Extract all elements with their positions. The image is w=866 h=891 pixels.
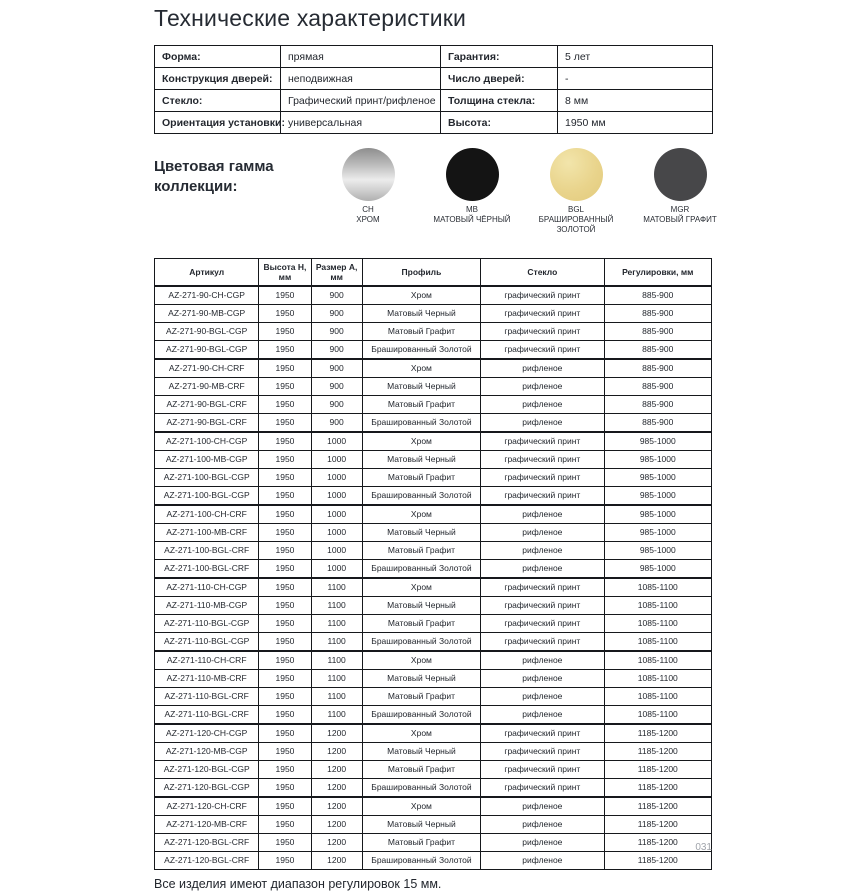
spec-value: неподвижная [281,68,441,90]
table-cell: графический принт [481,451,604,469]
table-cell: AZ-271-120-CH-CGP [155,724,259,743]
table-cell: 985-1000 [604,432,711,451]
table-cell: 1000 [311,451,362,469]
column-header: Регулировки, мм [604,259,711,287]
table-cell: 1950 [259,743,311,761]
swatch-list [302,148,732,235]
table-cell: 1100 [311,706,362,725]
table-row [155,578,712,597]
table-row [155,834,712,852]
table-cell: 1185-1200 [604,779,711,798]
table-cell: 1085-1100 [604,578,711,597]
swatch-mgr [628,148,732,235]
table-cell: графический принт [481,761,604,779]
table-cell: AZ-271-90-BGL-CRF [155,396,259,414]
spec-value: 8 мм [558,90,713,112]
table-cell: Брашированный Золотой [362,414,480,433]
table-cell: AZ-271-110-BGL-CRF [155,706,259,725]
table-cell: рифленое [481,670,604,688]
table-row [155,724,712,743]
swatch-name: МАТОВЫЙ ГРАФИТ [643,215,717,224]
table-cell: 1185-1200 [604,852,711,870]
table-row [155,761,712,779]
table-cell: AZ-271-90-MB-CRF [155,378,259,396]
table-cell: 1185-1200 [604,761,711,779]
table-cell: 1100 [311,651,362,670]
table-row [155,852,712,870]
table-cell: 885-900 [604,414,711,433]
footer-note: Все изделия имеют диапазон регулировок 15 мм. [154,877,442,891]
spec-row [155,46,713,68]
table-cell: 1185-1200 [604,834,711,852]
table-cell: 1950 [259,341,311,360]
table-cell: Хром [362,432,480,451]
table-cell: Хром [362,359,480,378]
table-cell: 1950 [259,542,311,560]
table-cell: 1950 [259,834,311,852]
table-cell: 1085-1100 [604,688,711,706]
table-cell: 1185-1200 [604,724,711,743]
products-table-body [155,286,712,870]
table-cell: рифленое [481,524,604,542]
table-cell: AZ-271-110-BGL-CGP [155,633,259,652]
table-cell: Матовый Графит [362,615,480,633]
table-cell: 1950 [259,688,311,706]
table-cell: Матовый Графит [362,396,480,414]
table-cell: AZ-271-110-MB-CRF [155,670,259,688]
table-row [155,323,712,341]
table-cell: 985-1000 [604,542,711,560]
table-cell: 1100 [311,670,362,688]
table-cell: 985-1000 [604,469,711,487]
table-cell: 1950 [259,797,311,816]
table-cell: 985-1000 [604,524,711,542]
table-cell: 1000 [311,432,362,451]
table-row [155,469,712,487]
table-cell: 1950 [259,305,311,323]
table-cell: AZ-271-100-BGL-CRF [155,560,259,579]
table-cell: Брашированный Золотой [362,779,480,798]
table-cell: 1950 [259,852,311,870]
table-cell: 1100 [311,578,362,597]
spec-label: Число дверей: [441,68,558,90]
table-cell: 1000 [311,469,362,487]
column-header: Высота H, мм [259,259,311,287]
table-row [155,797,712,816]
table-row [155,432,712,451]
table-cell: рифленое [481,359,604,378]
table-cell: графический принт [481,286,604,305]
table-cell: рифленое [481,706,604,725]
table-row [155,487,712,506]
table-cell: 1200 [311,834,362,852]
table-cell: 900 [311,323,362,341]
table-cell: 1950 [259,615,311,633]
table-cell: графический принт [481,469,604,487]
table-cell: 1950 [259,597,311,615]
color-swatch-icon [446,148,499,201]
spec-label: Толщина стекла: [441,90,558,112]
spec-value: Графический принт/рифленое [281,90,441,112]
table-cell: 1950 [259,560,311,579]
table-row [155,378,712,396]
table-cell: рифленое [481,414,604,433]
table-cell: рифленое [481,688,604,706]
table-cell: 1000 [311,542,362,560]
table-cell: 1185-1200 [604,743,711,761]
table-cell: AZ-271-100-BGL-CGP [155,469,259,487]
table-cell: 1950 [259,378,311,396]
table-cell: графический принт [481,724,604,743]
spec-value: 1950 мм [558,112,713,134]
table-cell: 885-900 [604,396,711,414]
table-cell: 1950 [259,396,311,414]
table-cell: 900 [311,305,362,323]
swatch-code: CH [362,205,374,214]
table-cell: 985-1000 [604,560,711,579]
table-cell: AZ-271-120-MB-CRF [155,816,259,834]
table-cell: 1100 [311,615,362,633]
table-cell: AZ-271-120-MB-CGP [155,743,259,761]
swatch-bgl [524,148,628,235]
table-cell: 1000 [311,505,362,524]
table-row [155,359,712,378]
color-swatch-icon [654,148,707,201]
table-cell: графический принт [481,615,604,633]
table-cell: 1950 [259,432,311,451]
table-cell: AZ-271-120-CH-CRF [155,797,259,816]
table-cell: 1950 [259,286,311,305]
table-row [155,743,712,761]
table-cell: графический принт [481,743,604,761]
table-cell: Матовый Черный [362,524,480,542]
swatch-mb [420,148,524,235]
specs-table [154,45,713,134]
column-header: Профиль [362,259,480,287]
table-cell: Хром [362,797,480,816]
spec-row [155,112,713,134]
table-cell: 1085-1100 [604,597,711,615]
table-cell: 1950 [259,633,311,652]
table-cell: Брашированный Золотой [362,487,480,506]
table-cell: Хром [362,724,480,743]
page-title: Технические характеристики [154,5,467,31]
table-row [155,341,712,360]
table-cell: рифленое [481,816,604,834]
table-cell: AZ-271-90-BGL-CRF [155,414,259,433]
table-row [155,633,712,652]
table-cell: AZ-271-120-BGL-CRF [155,834,259,852]
table-cell: Матовый Черный [362,378,480,396]
products-header-row [155,259,712,287]
page-number: 031 [695,842,712,853]
table-cell: 885-900 [604,323,711,341]
color-swatch-icon [342,148,395,201]
color-range-label: Цветовая гамма коллекции: [154,158,274,196]
swatch-name: ХРОМ [356,215,380,224]
swatch-name: МАТОВЫЙ ЧЁРНЫЙ [433,215,511,224]
table-cell: 985-1000 [604,451,711,469]
table-cell: Брашированный Золотой [362,706,480,725]
table-cell: Хром [362,286,480,305]
table-row [155,560,712,579]
table-cell: 1000 [311,487,362,506]
table-row [155,542,712,560]
column-header: Размер A, мм [311,259,362,287]
table-cell: 1950 [259,359,311,378]
table-cell: 1085-1100 [604,670,711,688]
spec-label: Стекло: [155,90,281,112]
table-cell: Хром [362,578,480,597]
spec-value: 5 лет [558,46,713,68]
table-cell: рифленое [481,542,604,560]
table-cell: 900 [311,414,362,433]
spec-label: Форма: [155,46,281,68]
spec-label: Гарантия: [441,46,558,68]
table-cell: 1950 [259,505,311,524]
table-row [155,414,712,433]
table-cell: рифленое [481,505,604,524]
table-cell: 1950 [259,578,311,597]
table-cell: 900 [311,341,362,360]
table-cell: 1185-1200 [604,816,711,834]
table-cell: 1950 [259,487,311,506]
table-cell: Матовый Черный [362,597,480,615]
table-cell: Брашированный Золотой [362,852,480,870]
spec-value: - [558,68,713,90]
table-cell: графический принт [481,633,604,652]
table-cell: 1950 [259,706,311,725]
table-cell: Брашированный Золотой [362,633,480,652]
table-row [155,816,712,834]
table-cell: рифленое [481,560,604,579]
table-cell: AZ-271-90-BGL-CGP [155,341,259,360]
table-cell: графический принт [481,578,604,597]
table-cell: Матовый Графит [362,834,480,852]
table-cell: 1185-1200 [604,797,711,816]
table-cell: 1085-1100 [604,615,711,633]
table-cell: AZ-271-100-BGL-CRF [155,542,259,560]
color-swatch-icon [550,148,603,201]
table-cell: Матовый Графит [362,323,480,341]
table-cell: Матовый Черный [362,743,480,761]
column-header: Стекло [481,259,604,287]
table-cell: AZ-271-100-MB-CGP [155,451,259,469]
table-cell: 985-1000 [604,487,711,506]
table-cell: 1950 [259,761,311,779]
table-cell: AZ-271-110-BGL-CGP [155,615,259,633]
table-cell: графический принт [481,323,604,341]
table-cell: Матовый Графит [362,469,480,487]
spec-value: прямая [281,46,441,68]
table-cell: AZ-271-100-CH-CGP [155,432,259,451]
table-cell: Хром [362,505,480,524]
spec-row [155,68,713,90]
specs-table-body [155,46,713,134]
table-cell: 885-900 [604,341,711,360]
table-cell: 1100 [311,633,362,652]
table-cell: AZ-271-90-BGL-CGP [155,323,259,341]
table-cell: графический принт [481,341,604,360]
table-row [155,286,712,305]
swatch-ch [316,148,420,235]
table-row [155,688,712,706]
table-cell: 1085-1100 [604,633,711,652]
table-cell: Матовый Черный [362,670,480,688]
table-cell: 1950 [259,323,311,341]
table-cell: AZ-271-100-BGL-CGP [155,487,259,506]
table-cell: AZ-271-110-BGL-CRF [155,688,259,706]
table-cell: 1950 [259,451,311,469]
table-cell: 900 [311,396,362,414]
table-cell: 985-1000 [604,505,711,524]
table-cell: рифленое [481,396,604,414]
table-cell: AZ-271-90-CH-CRF [155,359,259,378]
table-cell: 885-900 [604,378,711,396]
spec-label: Конструкция дверей: [155,68,281,90]
table-cell: AZ-271-110-CH-CRF [155,651,259,670]
table-cell: AZ-271-110-MB-CGP [155,597,259,615]
table-cell: 1950 [259,651,311,670]
color-range-section [154,148,717,245]
table-cell: 1000 [311,524,362,542]
table-cell: AZ-271-100-MB-CRF [155,524,259,542]
table-cell: Матовый Черный [362,451,480,469]
swatch-code: BGL [567,205,584,214]
table-cell: графический принт [481,305,604,323]
table-cell: 1100 [311,597,362,615]
table-row [155,651,712,670]
table-cell: 1950 [259,779,311,798]
table-cell: рифленое [481,378,604,396]
table-cell: рифленое [481,797,604,816]
table-cell: AZ-271-90-MB-CGP [155,305,259,323]
page [154,0,717,891]
table-cell: AZ-271-110-CH-CGP [155,578,259,597]
table-cell: 1950 [259,670,311,688]
table-cell: Матовый Графит [362,542,480,560]
table-cell: графический принт [481,779,604,798]
table-cell: рифленое [481,834,604,852]
table-cell: 1085-1100 [604,706,711,725]
table-cell: 885-900 [604,305,711,323]
table-cell: Матовый Черный [362,816,480,834]
spec-value: универсальная [281,112,441,134]
table-cell: 1200 [311,761,362,779]
table-cell: 1000 [311,560,362,579]
table-row [155,597,712,615]
table-cell: 900 [311,286,362,305]
table-cell: графический принт [481,432,604,451]
table-row [155,396,712,414]
table-cell: 1200 [311,816,362,834]
column-header: Артикул [155,259,259,287]
table-cell: 1950 [259,724,311,743]
table-cell: 1950 [259,816,311,834]
table-cell: 1950 [259,469,311,487]
table-cell: AZ-271-120-BGL-CGP [155,779,259,798]
table-cell: AZ-271-120-BGL-CGP [155,761,259,779]
table-cell: Матовый Графит [362,761,480,779]
table-row [155,305,712,323]
table-cell: AZ-271-120-BGL-CRF [155,852,259,870]
table-cell: 1200 [311,779,362,798]
table-cell: рифленое [481,852,604,870]
table-row [155,505,712,524]
table-cell: Брашированный Золотой [362,560,480,579]
table-cell: 900 [311,378,362,396]
spec-label: Ориентация установки: [155,112,281,134]
table-cell: Брашированный Золотой [362,341,480,360]
spec-row [155,90,713,112]
table-cell: 1950 [259,414,311,433]
table-cell: 1200 [311,724,362,743]
table-cell: 900 [311,359,362,378]
table-cell: графический принт [481,597,604,615]
table-cell: 1200 [311,797,362,816]
table-cell: AZ-271-90-CH-CGP [155,286,259,305]
table-cell: 1950 [259,524,311,542]
table-cell: 1085-1100 [604,651,711,670]
swatch-code: MGR [670,205,690,214]
table-cell: Матовый Черный [362,305,480,323]
table-cell: 885-900 [604,286,711,305]
table-cell: Матовый Графит [362,688,480,706]
table-row [155,670,712,688]
table-row [155,779,712,798]
table-cell: 1200 [311,743,362,761]
products-table [154,258,712,870]
swatch-name: БРАШИРОВАННЫЙ ЗОЛОТОЙ [538,215,614,234]
table-cell: 885-900 [604,359,711,378]
swatch-code: MB [466,205,478,214]
table-cell: 1200 [311,852,362,870]
spec-label: Высота: [441,112,558,134]
table-row [155,524,712,542]
table-cell: AZ-271-100-CH-CRF [155,505,259,524]
table-row [155,615,712,633]
table-row [155,706,712,725]
table-cell: рифленое [481,651,604,670]
table-cell: Хром [362,651,480,670]
table-cell: 1100 [311,688,362,706]
table-row [155,451,712,469]
table-cell: графический принт [481,487,604,506]
